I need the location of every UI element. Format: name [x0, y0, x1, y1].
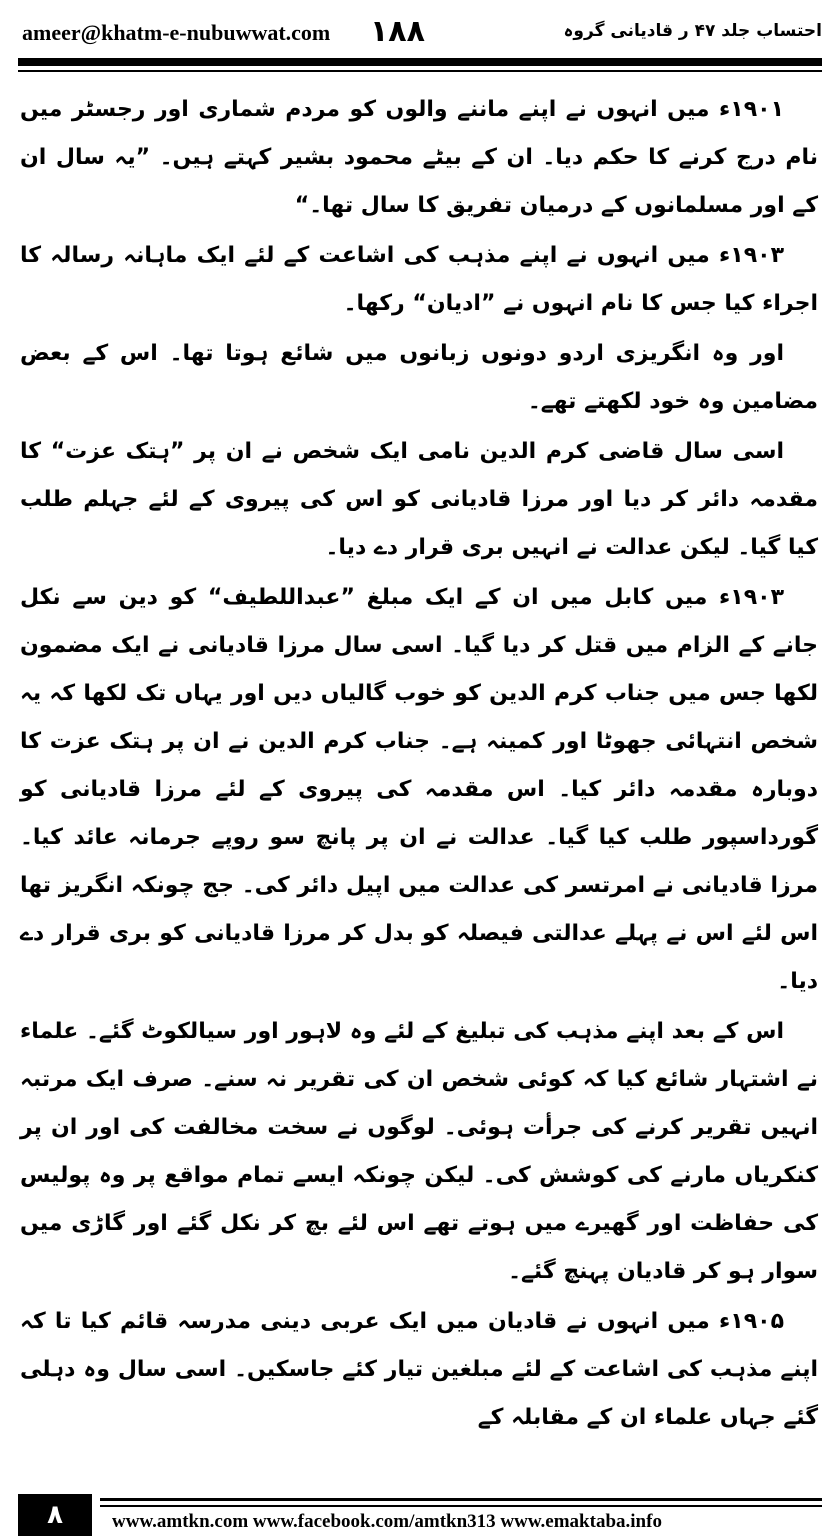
footer-rule-top: [100, 1498, 822, 1501]
footer-rule-bottom: [100, 1505, 822, 1507]
footer-urls: www.amtkn.com www.facebook.com/amtkn313 www.emaktaba.info: [112, 1511, 662, 1532]
paragraph-1903-magazine: ۱۹۰۳ء میں انہوں نے اپنے مذہب کی اشاعت کے لئے ایک ماہانہ رسالہ کا اجراء کیا جس کا نام انہوں نے ”ادیان“ رکھا۔: [20, 243, 818, 316]
page-body: [20, 86, 818, 1442]
paragraph-karamuddin-case: اسی سال قاضی کرم الدین نامی ایک شخص نے ان پر ”ہتک عزت“ کا مقدمہ دائر کر دیا اور مرزا قادیانی کو اس کی پیروی کے لئے جہلم طلب کیا گیا۔ لیکن عدالت نے انہیں بری قرار دے دیا۔: [20, 439, 818, 560]
paragraph-1903-kabul: ۱۹۰۳ء میں کابل میں ان کے ایک مبلغ ”عبداللطیف“ کو دین سے نکل جانے کے الزام میں قتل کر دیا گیا۔ اسی سال مرزا قادیانی نے ایک مضمون لکھا جس میں جناب کرم الدین کو خوب گالیاں دیں اور یہاں تک لکھا کہ یہ شخص انتہائی جھوٹا اور کمینہ ہے۔ جناب کرم الدین نے ان پر ہتک عزت کا دوبارہ مقدمہ دائر کیا۔ اس مقدمہ کی پیروی کے لئے مرزا قادیانی کو گورداسپور طلب کیا گیا۔ عدالت نے ان پر پانچ سو روپے جرمانہ عائد کیا۔ مرزا قادیانی نے امرتسر کی عدالت میں اپیل دائر کی۔ جج چونکہ انگریز تھا اس لئے اس نے پہلے عدالتی فیصلہ کو بدل کر مرزا قادیانی کو بری قرار دے دیا۔: [20, 585, 818, 994]
header-rule-thick: [18, 58, 822, 66]
paragraph-lahore-sialkot: اس کے بعد اپنے مذہب کی تبلیغ کے لئے وہ لاہور اور سیالکوٹ گئے۔ علماء نے اشتہار شائع کیا کہ کوئی شخص ان کی تقریر نہ سنے۔ صرف ایک مرتبہ انہیں تقریر کرنے کی جرأت ہوئی۔ لوگوں نے سخت مخالفت کی اور ان پر کنکریاں مارنے کی کوشش کی۔ لیکن چونکہ ایسے تمام مواقع پر وہ پولیس کی حفاظت اور گھیرے میں ہوتے تھے اس لئے بچ کر نکل گئے اور گاڑی میں سوار ہو کر قادیان پہنچ گئے۔: [20, 1019, 818, 1284]
book-title: احتساب جلد ۴۷ ر قادیانی گروہ: [563, 21, 822, 41]
page-number: ۱۸۸: [370, 14, 425, 49]
volume-badge: ۸: [18, 1494, 92, 1536]
paragraph-languages: اور وہ انگریزی اردو دونوں زبانوں میں شائع ہوتا تھا۔ اس کے بعض مضامین وہ خود لکھتے تھے۔: [20, 341, 818, 414]
paragraph-1905-madrasa: ۱۹۰۵ء میں انہوں نے قادیان میں ایک عربی دینی مدرسہ قائم کیا تا کہ اپنے مذہب کی اشاعت کے لئے مبلغین تیار کئے جاسکیں۔ اسی سال وہ دہلی گئے جہاں علماء ان کے مقابلہ کے: [20, 1309, 818, 1430]
header-email: ameer@khatm-e-nubuwwat.com: [22, 20, 331, 45]
header-rule-thin: [18, 70, 822, 72]
paragraph-1901: ۱۹۰۱ء میں انہوں نے اپنے ماننے والوں کو مردم شماری اور رجسٹر میں نام درج کرنے کا حکم دیا۔ ان کے بیٹے محمود بشیر کہتے ہیں۔ ”یہ سال ان کے اور مسلمانوں کے درمیان تفریق کا سال تھا۔“: [20, 97, 818, 218]
page-header: [22, 14, 822, 48]
page-footer: [0, 1490, 840, 1540]
